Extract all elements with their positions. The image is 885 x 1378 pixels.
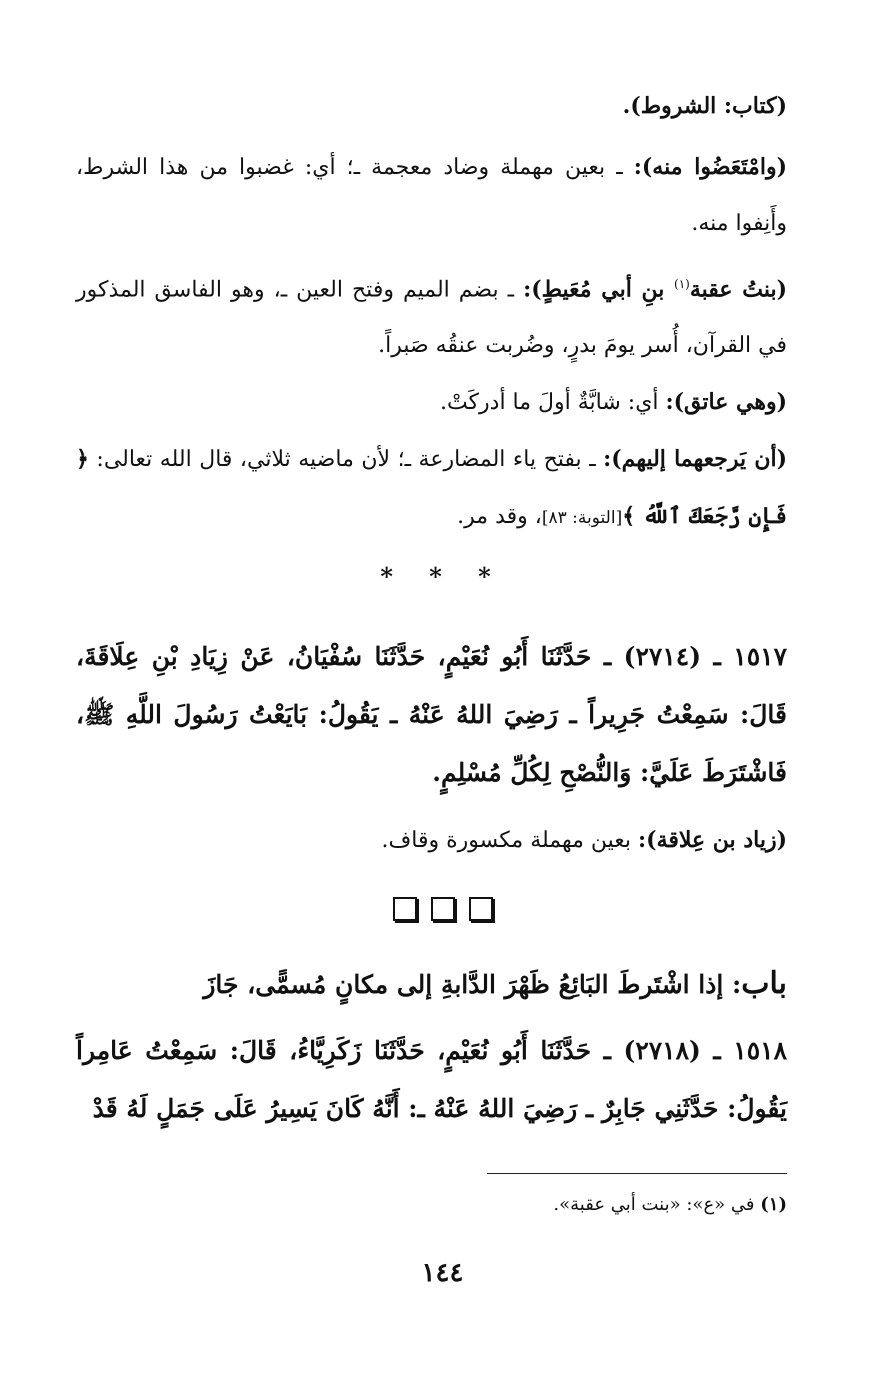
explanation: أي: شابَّةٌ أولَ ما أدركَتْ. [439,390,666,416]
commentary-para-4 [76,374,787,431]
explanation: بعين مهملة مكسورة وقاف. [381,828,639,853]
hadith-text: ١٥١٨ ـ (٢٧١٨) ـ حَدَّثَنَا أَبُو نُعَيْمٍ، حَدَّثَنَا زَكَرِيَّاءُ، قَالَ: سَمِعْتُ عَامِراً يَقُولُ: حَدَّثَنِي جَابِرٌ ـ رَضِيَ اللهُ عَنْهُ ـ: أَنَّهُ كَانَ يَسِيرُ عَلَى جَمَلٍ لَهُ قَدْ [76,1036,787,1123]
hadith-text: ١٥١٧ ـ (٢٧١٤) ـ حَدَّثَنَا أَبُو نُعَيْمٍ، حَدَّثَنَا سُفْيَانُ، عَنْ زِيَادِ بْنِ عِلَاقَةَ، قَالَ: سَمِعْتُ جَرِيراً ـ رَضِيَ اللهُ عَنْهُ ـ يَقُولُ: بَايَعْتُ رَسُولَ اللَّهِ ﷺ، فَاشْتَرَطَ عَلَيَّ: وَالنُّصْحِ لِكُلِّ مُسْلِمٍ. [76,642,788,787]
separator-box-icon [469,897,493,921]
chapter-text: : إذا اشْتَرطَ البَائِعُ ظَهْرَ الدَّابةِ إلى مكانٍ مُسمًّى، جَازَ [203,970,742,999]
chapter-key: باب [741,966,787,1001]
footnote-divider [487,1173,787,1174]
commentary-line-1 [76,78,787,135]
commentary-para-3 [76,256,787,374]
book-title: (كتاب: الشروط). [622,93,787,119]
term: (وهي عاتق): [665,389,787,416]
explanation: ـ بضم الميم وفتح العين ـ، وهو الفاسق المذكور في القرآن، أُسر يومَ بدرٍ، وضُربت عنقُه صَبراً. [76,277,787,359]
separator-box-icon [393,897,417,921]
footnote-marker: (١) [674,277,690,291]
chapter-title [76,955,787,1014]
footnote-text: في «ع»: «بنت أبي عقبة». [553,1194,755,1215]
explanation: ، وقد مر. [457,504,542,530]
commentary-para-5 [76,431,787,546]
commentary-para-2 [76,139,787,252]
separator-box-icon [431,897,455,921]
section-separator-boxes [0,897,885,927]
commentary-block-2 [76,812,787,869]
footnote-number: (١) [760,1194,787,1215]
explanation: ـ بعين مهملة وضاد معجمة ـ؛ أي: غضبوا من هذا الشرط، وأَنِفوا منه. [76,155,787,236]
page-number: ١٤٤ [421,1258,464,1288]
term: (وامْتَعَضُوا منه): [633,154,787,180]
commentary-para [76,812,787,869]
term: (بنتُ عقبة [689,276,787,303]
term: (زياد بن عِلاقة): [638,827,787,853]
explanation: ـ بفتح ياء المضارعة ـ؛ لأن ماضيه ثلاثي، قال الله تعالى: [88,447,604,473]
hadith-1517 [76,628,787,802]
term: بنِ أبي مُعَيطٍ): [523,276,675,303]
section-separator-stars: * * * [380,562,505,591]
term: (أن يَرجعهما إليهم): [603,446,787,473]
commentary-block-1 [76,78,787,546]
chapter-heading [76,955,787,1014]
quran-reference: [التوبة: ٨٣] [541,508,623,529]
quran-verse: ﴿ فَإِن رَّجَعَكَ ٱللَّهُ ﴾ [76,446,787,530]
hadith-1518 [76,1022,787,1138]
footnote [76,1190,787,1220]
